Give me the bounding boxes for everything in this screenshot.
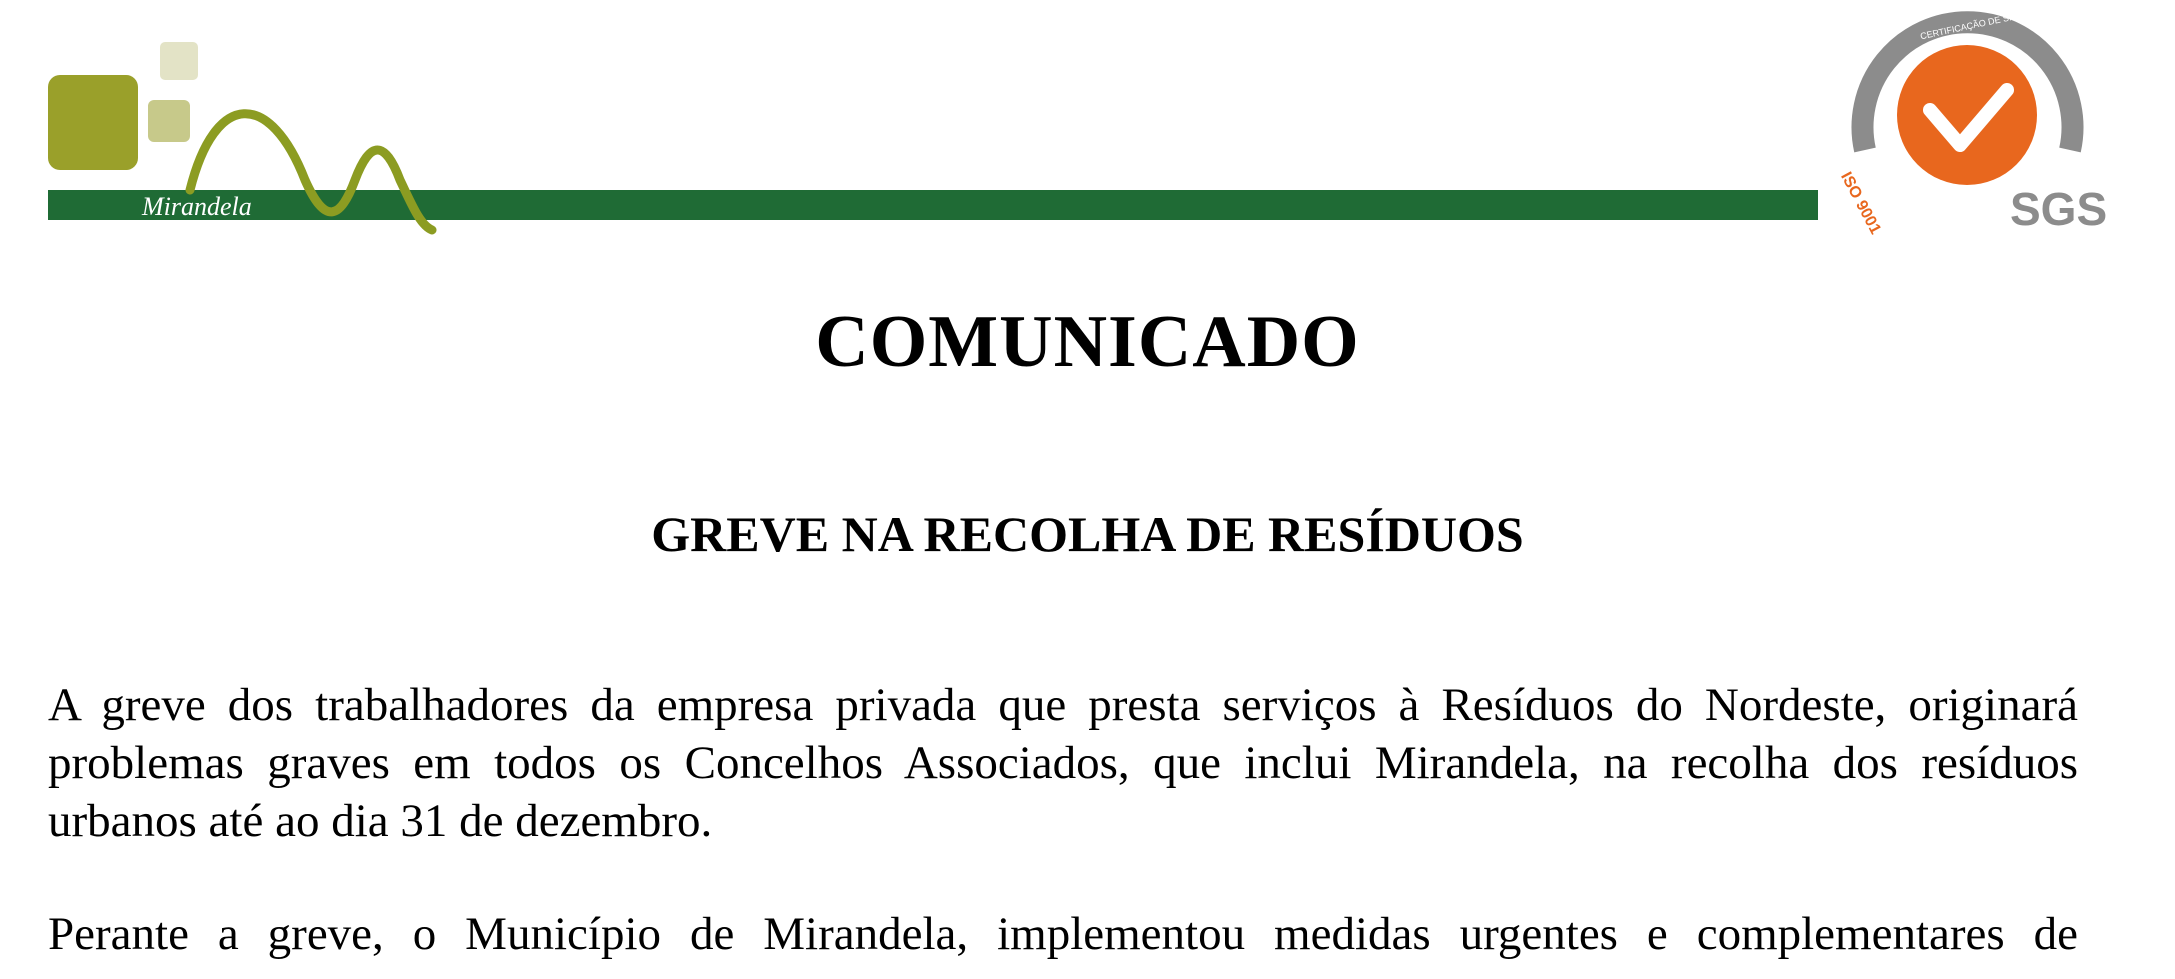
mirandela-logo-text: Mirandela bbox=[142, 192, 252, 221]
sgs-logo-text: SGS bbox=[2010, 183, 2108, 235]
paragraph-1: A greve dos trabalhadores da empresa privada que presta serviços à Resíduos do Nordeste, originará problemas graves em todos os Concelhos Associados, que inclui Mirandela, na recolha dos resíduos urbanos até ao dia 31 de dezembro. bbox=[48, 679, 2078, 847]
document-subtitle: GREVE NA RECOLHA DE RESÍDUOS bbox=[651, 506, 1524, 562]
iso-9001-text: ISO 9001 bbox=[1837, 169, 1884, 238]
paragraph-2-text: Perante a greve, o Município de Mirandela, implementou medidas urgentes e complementares de bbox=[48, 908, 2078, 960]
document-header bbox=[0, 0, 2175, 250]
document-title: COMUNICADO bbox=[815, 301, 1360, 383]
certificacao-text: CERTIFICAÇÃO DE SISTEMAS bbox=[1919, 4, 2049, 42]
sgs-iso-logo bbox=[1825, 0, 2108, 240]
mirandela-logo bbox=[40, 30, 460, 240]
paragraph-2 bbox=[48, 905, 2078, 963]
